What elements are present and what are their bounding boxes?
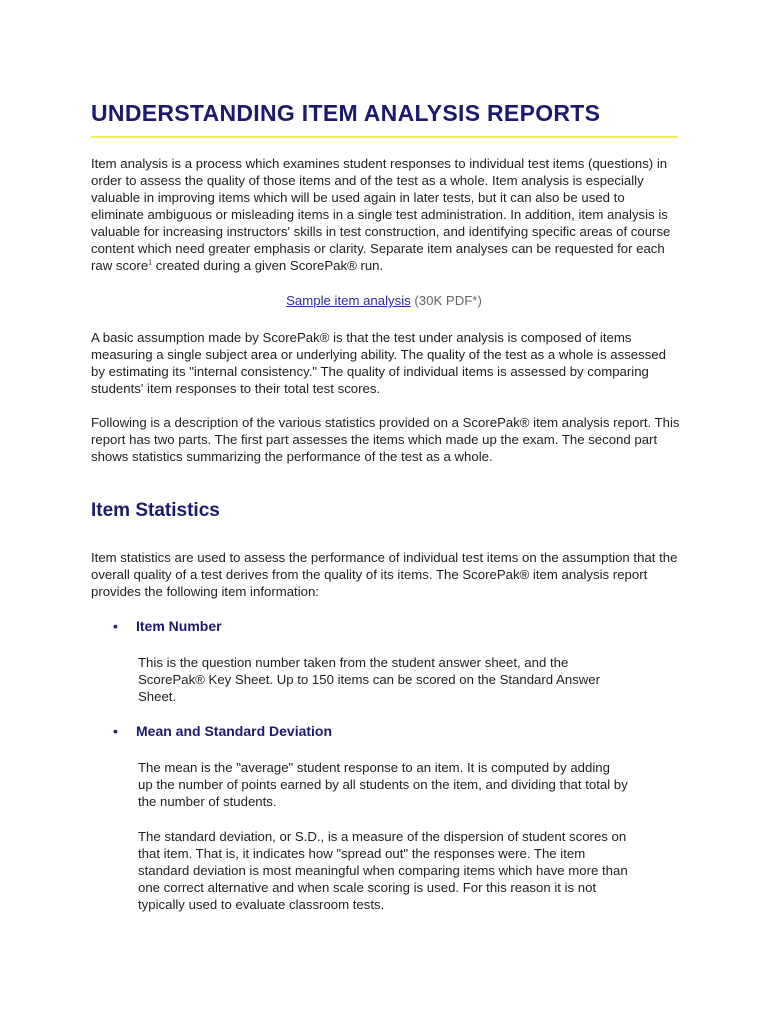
sample-link-note: (30K PDF*) <box>410 293 482 308</box>
item-statistics-heading: Item Statistics <box>91 500 220 521</box>
bullet-icon: • <box>113 723 118 739</box>
title-underline <box>91 136 678 138</box>
item-statistics-intro: Item statistics are used to assess the performance of individual test items on the assumption that the overall quality of a test derives from the quality of its items. The ScorePak® item analysis report provides the following item information: <box>91 550 678 599</box>
item-number-heading: Item Number <box>136 618 222 634</box>
intro-text: Item analysis is a process which examines student responses to individual test items (questions) in order to assess the quality of those items and of the test as a whole. Item analysis is especially valuable in improving items which will be used again in later tests, but it can also be used to eliminate ambiguous or misleading items in a single test administration. In addition, item analysis is valuable for increasing instructors' skills in test construction, and identifying specific areas of course content which need greater emphasis or clarity. Separate item analyses can be requested for each raw score <box>91 156 671 273</box>
standard-deviation-paragraph: The standard deviation, or S.D., is a measure of the dispersion of student scores on that item. That is, it indicates how "spread out" the responses were. The item standard deviation is most meaningful when comparing items which have more than one correct alternative and when scale scoring is used. For this reason it is not typically used to evaluate classroom tests. <box>138 829 628 912</box>
item-number-paragraph: This is the question number taken from the student answer sheet, and the ScorePak® Key Sheet. Up to 150 items can be scored on the Standard Answer Sheet. <box>138 655 601 704</box>
intro-paragraph <box>91 155 681 274</box>
page-title: UNDERSTANDING ITEM ANALYSIS REPORTS <box>91 100 601 126</box>
sample-item-analysis-link[interactable]: Sample item analysis <box>286 293 411 308</box>
mean-sd-heading: Mean and Standard Deviation <box>136 723 333 739</box>
sample-link-line <box>0 292 768 309</box>
footnote-marker[interactable]: 1 <box>148 259 153 267</box>
description-paragraph: Following is a description of the various statistics provided on a ScorePak® item analysis report. This report has two parts. The first part assesses the items which made up the exam. The second part shows statistics summarizing the performance of the test as a whole. <box>91 415 680 464</box>
bullet-icon: • <box>113 618 118 634</box>
mean-paragraph: The mean is the "average" student response to an item. It is computed by adding up the number of points earned by all students on the item, and dividing that total by the number of students. <box>138 760 628 809</box>
assumption-paragraph: A basic assumption made by ScorePak® is that the test under analysis is composed of items measuring a single subject area or underlying ability. The quality of the test as a whole is assessed by estimating its "internal consistency." The quality of individual items is assessed by comparing students' item responses to their total test scores. <box>91 330 666 396</box>
intro-text-end: created during a given ScorePak® run. <box>152 258 384 273</box>
